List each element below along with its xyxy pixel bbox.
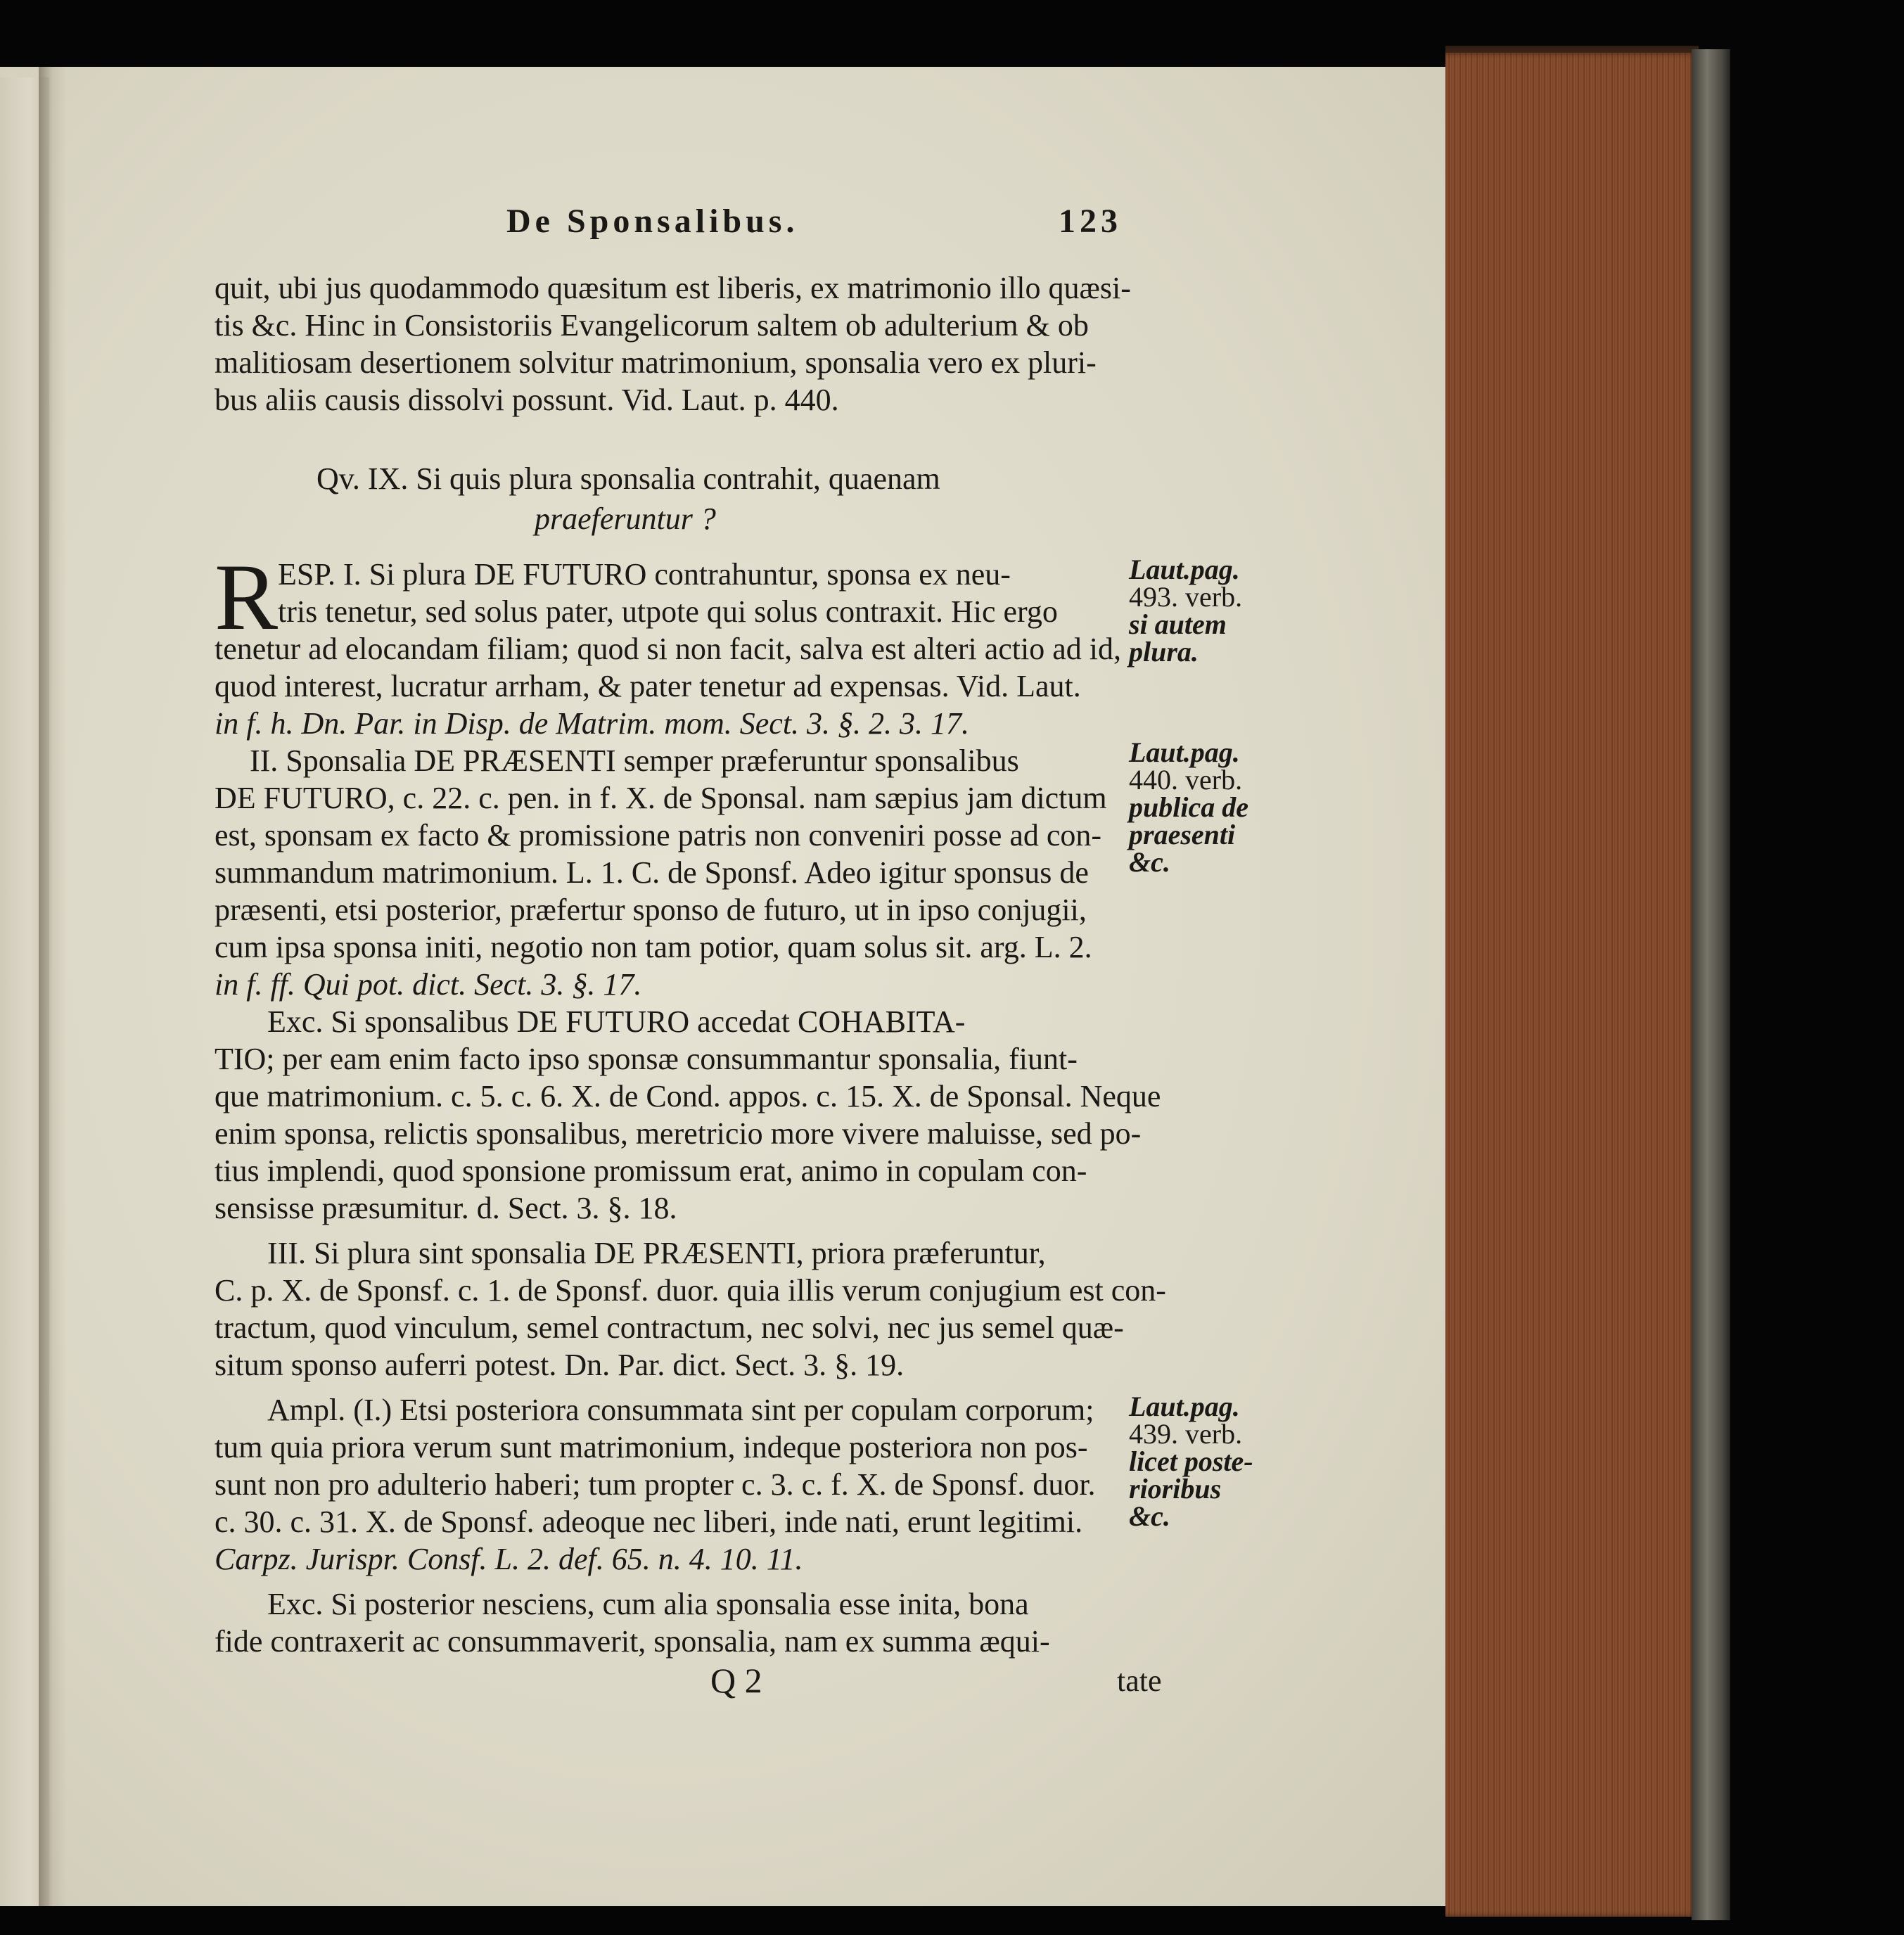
body-line: quod interest, lucratur arrham, & pater tenetur ad expensas. Vid. Laut. [215,669,1081,703]
body-line: c. 30. c. 31. X. de Sponsf. adeoque nec liberi, inde nati, erunt legitimi. [215,1505,1083,1539]
body-line: Exc. Si sponsalibus DE FUTURO accedat COHABITA- [267,1004,966,1039]
sidenote-line: Laut.pag. [1129,736,1240,768]
body-line: ESP. I. Si plura DE FUTURO contrahuntur, sponsa ex neu- [278,557,1011,592]
body-line: quit, ubi jus quodammodo quæsitum est liberis, ex matrimonio illo quæsi- [215,271,1131,305]
body-line: sensisse præsumitur. d. Sect. 3. §. 18. [215,1191,677,1225]
body-line: cum ipsa sponsa initi, negotio non tam potior, quam solus sit. arg. L. 2. [215,930,1092,964]
body-line: fide contraxerit ac consummaverit, sponsalia, nam ex summa æqui- [215,1624,1050,1659]
question-heading-cont: praeferuntur ? [535,502,716,536]
gutter-shadow [39,67,67,1906]
body-line: II. Sponsalia DE PRÆSENTI semper præferuntur sponsalibus [250,743,1019,778]
body-line: tractum, quod vinculum, semel contractum, nec solvi, nec jus semel quæ- [215,1310,1124,1345]
sidenote-line: Laut.pag. [1129,1391,1240,1422]
sidenote-line: 493. verb. [1129,581,1243,613]
body-line: præsenti, etsi posterior, præfertur sponso de futuro, ut in ipso conjugii, [215,893,1087,927]
book-cover [1692,49,1730,1920]
running-title: De Sponsalibus. [506,203,799,240]
body-line: in f. h. Dn. Par. in Disp. de Matrim. mom. Sect. 3. §. 2. 3. 17. [215,706,970,741]
body-line: Ampl. (I.) Etsi posteriora consummata sint per copulam corporum; [267,1393,1094,1427]
sidenote-line: Laut.pag. [1129,554,1240,585]
body-line: in f. ff. Qui pot. dict. Sect. 3. §. 17. [215,967,642,1002]
body-line: TIO; per eam enim facto ipso sponsæ consummantur sponsalia, fiunt- [215,1042,1078,1076]
sidenote-line: praesenti [1129,819,1236,850]
signature-mark: Q 2 [710,1661,762,1700]
sidenote-line: rioribus [1129,1473,1222,1505]
body-line: summandum matrimonium. L. 1. C. de Sponsf. Adeo igitur sponsus de [215,855,1089,890]
sidenote-line: &c. [1129,846,1170,878]
page-number: 123 [1059,203,1122,240]
body-line: est, sponsam ex facto & promissione patris non conveniri posse ad con- [215,818,1102,852]
body-line: malitiosam desertionem solvitur matrimonium, sponsalia vero ex pluri- [215,345,1097,380]
body-line: Carpz. Jurispr. Consf. L. 2. def. 65. n. 4. 10. 11. [215,1542,803,1576]
body-line: que matrimonium. c. 5. c. 6. X. de Cond. appos. c. 15. X. de Sponsal. Neque [215,1079,1161,1113]
catchword: tate [1117,1663,1162,1698]
body-line: tenetur ad elocandam filiam; quod si non facit, salva est alteri actio ad id, [215,632,1121,666]
body-line: bus aliis causis dissolvi possunt. Vid. Laut. p. 440. [215,383,839,417]
sidenote-line: 439. verb. [1129,1418,1243,1450]
body-line: tius implendi, quod sponsione promissum erat, animo in copulam con- [215,1154,1087,1188]
drop-cap: R [215,545,279,650]
sidenote-line: 440. verb. [1129,764,1243,796]
body-line: situm sponso auferri potest. Dn. Par. dict. Sect. 3. §. 19. [215,1348,905,1382]
sidenote-line: &c. [1129,1500,1170,1532]
body-line: tris tenetur, sed solus pater, utpote qui solus contraxit. Hic ergo [278,594,1058,629]
sidenote-line: plura. [1129,636,1199,668]
body-line: C. p. X. de Sponsf. c. 1. de Sponsf. duor. quia illis verum conjugium est con- [215,1273,1166,1308]
page-edges [1445,53,1699,1917]
body-line: sunt non pro adulterio haberi; tum propter c. 3. c. f. X. de Sponsf. duor. [215,1467,1096,1502]
body-line: tum quia priora verum sunt matrimonium, indeque posteriora non pos- [215,1430,1088,1464]
body-line: III. Si plura sint sponsalia DE PRÆSENTI, priora præferuntur, [267,1236,1046,1270]
sidenote-line: licet poste- [1129,1445,1253,1477]
body-line: DE FUTURO, c. 22. c. pen. in f. X. de Sponsal. nam sæpius jam dictum [215,781,1107,815]
question-heading: Qv. IX. Si quis plura sponsalia contrahit, quaenam [317,461,940,496]
sidenote-line: si autem [1129,608,1227,640]
body-line: tis &c. Hinc in Consistoriis Evangelicorum saltem ob adulterium & ob [215,308,1089,343]
body-line: enim sponsa, relictis sponsalibus, meretricio more vivere maluisse, sed po- [215,1116,1142,1151]
body-line: Exc. Si posterior nesciens, cum alia sponsalia esse inita, bona [267,1587,1029,1621]
sidenote-line: publica de [1129,791,1248,823]
